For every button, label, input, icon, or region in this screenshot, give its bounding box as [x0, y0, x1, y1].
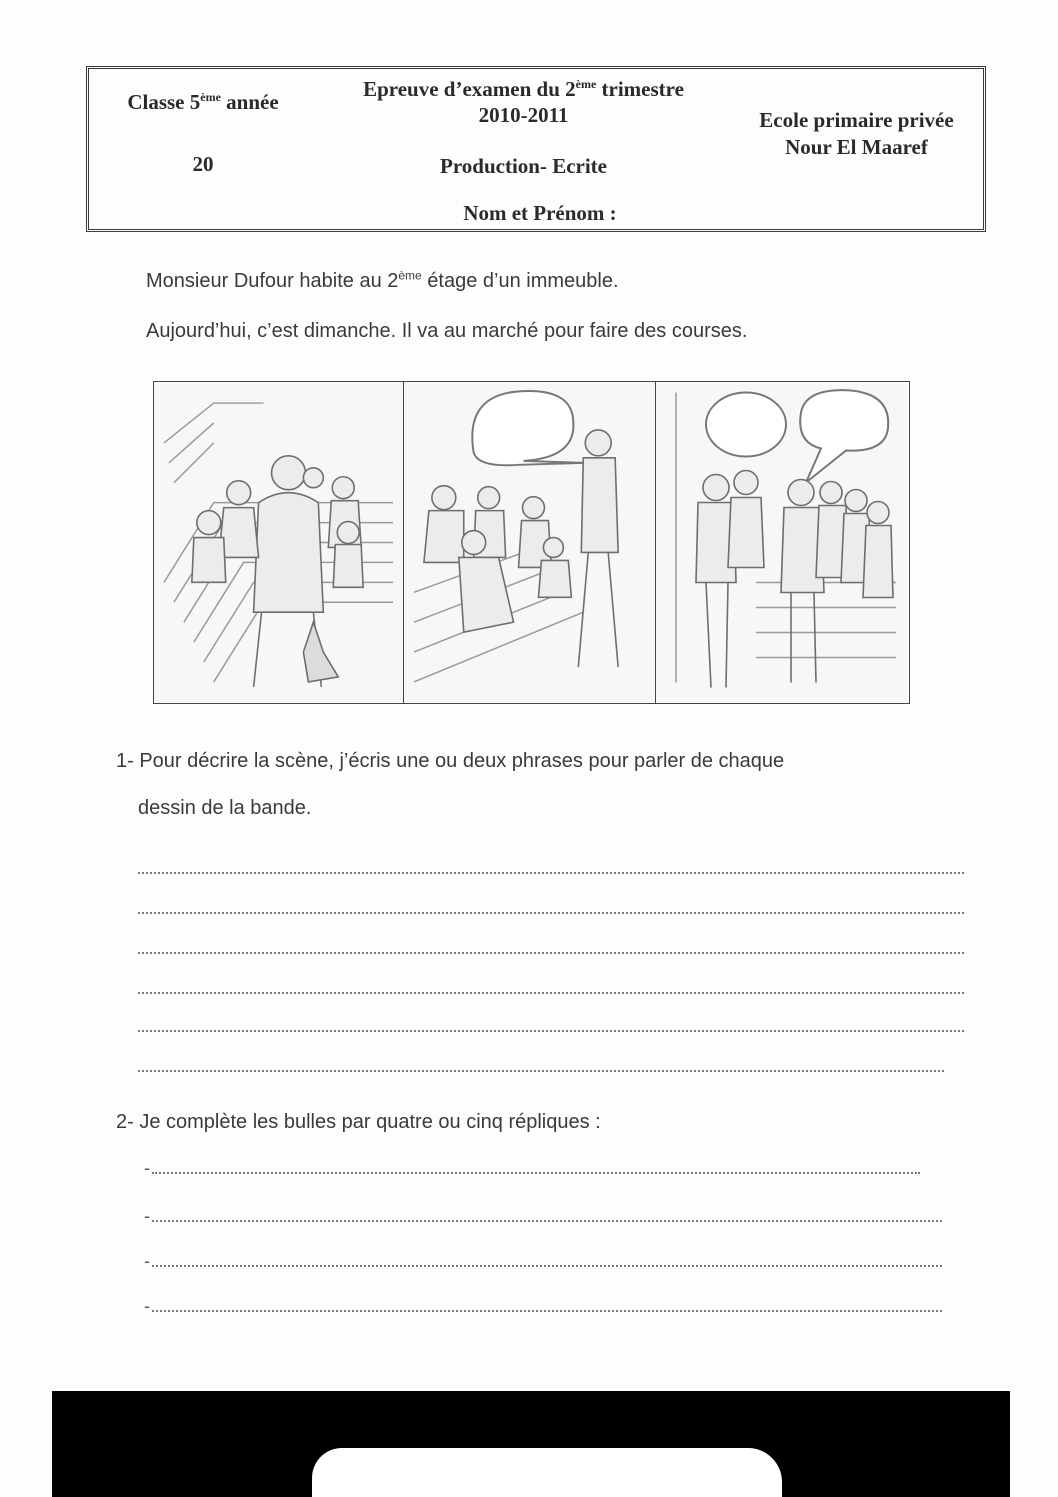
comic-panel-1 — [154, 382, 404, 703]
answer-line-6[interactable] — [138, 1070, 944, 1072]
question-2: 2- Je complète les bulles par quatre ou cinq répliques : — [116, 1111, 601, 1133]
question-1-line-1: 1- Pour décrire la scène, j’écris une ou deux phrases pour parler de chaque — [116, 750, 785, 772]
neighbors-on-stairs-illustration — [404, 382, 655, 703]
conversation-scene-illustration — [656, 382, 908, 703]
reply-dash-4: - — [144, 1296, 150, 1316]
answer-line-4[interactable] — [138, 992, 964, 994]
comic-panel-2 — [404, 382, 656, 703]
exam-header-table — [86, 66, 986, 232]
classe-label: Classe 5ème année — [127, 89, 279, 114]
classe-cell — [89, 69, 317, 135]
reply-dash-3: - — [144, 1251, 150, 1271]
answer-line-3[interactable] — [138, 952, 964, 954]
reply-dash-1: - — [144, 1158, 150, 1178]
answer-line-2[interactable] — [138, 912, 964, 914]
nom-prenom-cell[interactable] — [89, 198, 983, 229]
ecole-name-line2: Nour El Maaref — [785, 134, 928, 159]
epreuve-cell — [317, 69, 730, 135]
note-total: 20 — [192, 152, 214, 177]
note-cell — [89, 135, 317, 198]
redaction-blob — [312, 1448, 782, 1497]
reply-line-3[interactable] — [152, 1265, 942, 1267]
production-cell — [317, 135, 730, 198]
production-label: Production- Ecrite — [440, 154, 607, 179]
reply-line-2[interactable] — [152, 1220, 942, 1222]
ecole-cell — [730, 69, 983, 198]
reply-line-4[interactable] — [152, 1310, 942, 1312]
nom-prenom-label: Nom et Prénom : — [463, 201, 617, 226]
intro-line-2: Aujourd’hui, c’est dimanche. Il va au marché pour faire des courses. — [146, 320, 748, 342]
speech-bubble-2 — [706, 393, 786, 457]
school-year: 2010-2011 — [478, 103, 569, 127]
comic-panel-3 — [656, 382, 908, 703]
staircase-scene-illustration — [154, 382, 403, 703]
comic-strip — [153, 381, 910, 704]
intro-line-1: Monsieur Dufour habite au 2ème étage d’un immeuble. — [146, 268, 619, 292]
answer-line-5[interactable] — [138, 1030, 964, 1032]
ecole-name-line1: Ecole primaire privée — [759, 108, 954, 133]
question-1-line-2: dessin de la bande. — [138, 797, 312, 819]
epreuve-title: Epreuve d’examen du 2ème trimestre — [363, 76, 684, 101]
reply-dash-2: - — [144, 1206, 150, 1226]
reply-line-1[interactable] — [152, 1172, 920, 1174]
answer-line-1[interactable] — [138, 872, 964, 874]
